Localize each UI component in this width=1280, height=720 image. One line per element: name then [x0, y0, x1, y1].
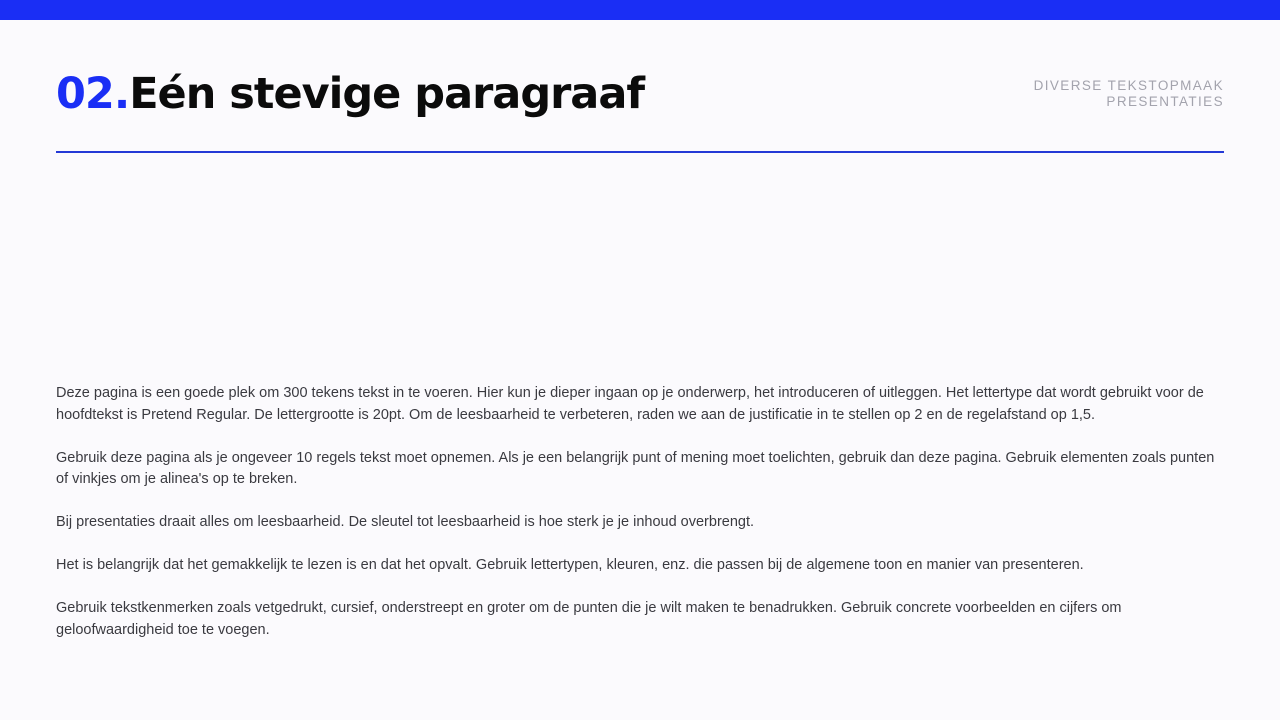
brand-line-2: PRESENTATIES: [1106, 94, 1224, 109]
brand-label: [1034, 78, 1224, 110]
body-text: [56, 383, 1224, 641]
brand-line-1: DIVERSE TEKSTOPMAAK: [1033, 78, 1224, 93]
slide-number: 02.: [56, 69, 130, 119]
top-accent-bar: [0, 0, 1280, 20]
slide-title-text: Eén stevige paragraaf: [129, 69, 645, 119]
paragraph-3: Bij presentaties draait alles om leesbaarheid. De sleutel tot leesbaarheid is hoe sterk je je inhoud overbrengt.: [56, 514, 755, 530]
paragraph-1: Deze pagina is een goede plek om 300 tekens tekst in te voeren. Hier kun je dieper ingaan op je onderwerp, het introduceren of uitleggen. Het lettertype dat wordt gebruikt voor de hoofdtekst is Pretend Regular. De lettergrootte is 20pt. Om de leesbaarheid te verbeteren, raden we aan de justificatie in te stellen op 2 en de regelafstand op 1,5.: [56, 385, 1204, 423]
paragraph-2: Gebruik deze pagina als je ongeveer 10 regels tekst moet opnemen. Als je een belangrijk punt of mening moet toelichten, gebruik dan deze pagina. Gebruik elementen zoals punten of vinkjes om je alinea's op te breken.: [56, 449, 1215, 487]
slide-header: [56, 66, 1224, 126]
paragraph-5: Gebruik tekstkenmerken zoals vetgedrukt, cursief, onderstreept en groter om de punten die je wilt maken te benadrukken. Gebruik concrete voorbeelden en cijfers om geloofwaardigheid toe te voegen.: [56, 600, 1122, 638]
slide-title: [56, 66, 644, 122]
paragraph-4: Het is belangrijk dat het gemakkelijk te lezen is en dat het opvalt. Gebruik lettertypen, kleuren, enz. die passen bij de algemene toon en manier van presenteren.: [56, 557, 1084, 573]
header-divider: [56, 151, 1224, 153]
